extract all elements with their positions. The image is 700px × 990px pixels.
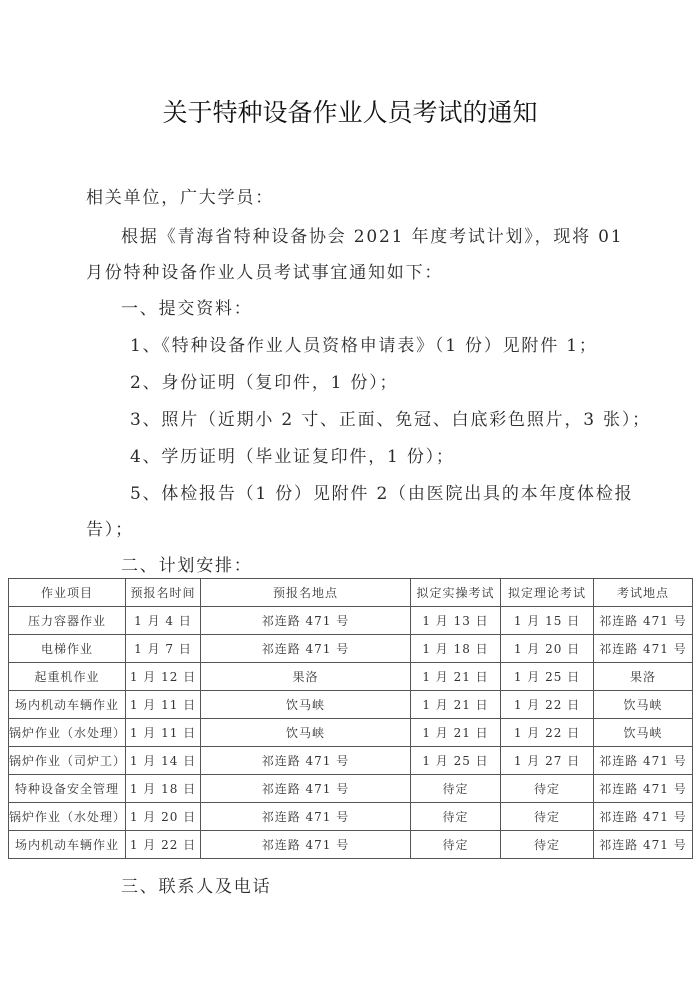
section-1-item-2: 2、身份证明（复印件，1 份）； — [130, 373, 399, 393]
section-3-heading: 三、联系人及电话 — [121, 877, 272, 897]
cell-practical-exam: 1 月 25 日 — [411, 747, 501, 775]
cell-theory-exam: 1 月 27 日 — [501, 747, 594, 775]
cell-work-item: 特种设备安全管理 — [9, 775, 126, 803]
exam-schedule-table — [8, 578, 693, 859]
header-theory-exam: 拟定理论考试 — [501, 579, 594, 607]
cell-registration-time: 1 月 18 日 — [126, 775, 201, 803]
cell-registration-time: 1 月 11 日 — [126, 691, 201, 719]
table-header-row — [9, 579, 693, 607]
cell-practical-exam: 1 月 13 日 — [411, 607, 501, 635]
cell-registration-time: 1 月 20 日 — [126, 803, 201, 831]
cell-registration-location: 饮马峡 — [201, 691, 411, 719]
section-1-item-3: 3、照片（近期小 2 寸、正面、免冠、白底彩色照片，3 张）； — [130, 410, 651, 430]
cell-theory-exam: 1 月 15 日 — [501, 607, 594, 635]
section-1-item-5: 5、体检报告（1 份）见附件 2（由医院出具的本年度体检报 — [130, 484, 634, 504]
table-row — [9, 719, 693, 747]
section-1-item-4: 4、学历证明（毕业证复印件，1 份）； — [130, 447, 455, 467]
cell-work-item: 锅炉作业（水处理） — [9, 719, 126, 747]
cell-registration-location: 祁连路 471 号 — [201, 747, 411, 775]
salutation: 相关单位，广大学员： — [86, 188, 274, 208]
table-row — [9, 803, 693, 831]
cell-theory-exam: 待定 — [501, 831, 594, 859]
cell-registration-location: 祁连路 471 号 — [201, 607, 411, 635]
intro-paragraph-line-2: 月份特种设备作业人员考试事宜通知如下： — [86, 263, 444, 283]
cell-registration-location: 祁连路 471 号 — [201, 803, 411, 831]
header-exam-location: 考试地点 — [594, 579, 693, 607]
cell-theory-exam: 1 月 20 日 — [501, 635, 594, 663]
cell-exam-location: 果洛 — [594, 663, 693, 691]
section-1-heading: 一、提交资料： — [121, 299, 253, 319]
cell-practical-exam: 1 月 21 日 — [411, 691, 501, 719]
cell-theory-exam: 1 月 22 日 — [501, 719, 594, 747]
cell-registration-time: 1 月 12 日 — [126, 663, 201, 691]
cell-practical-exam: 1 月 21 日 — [411, 719, 501, 747]
cell-exam-location: 饮马峡 — [594, 719, 693, 747]
header-practical-exam: 拟定实操考试 — [411, 579, 501, 607]
cell-registration-time: 1 月 7 日 — [126, 635, 201, 663]
header-pre-registration-location: 预报名地点 — [201, 579, 411, 607]
cell-registration-location: 祁连路 471 号 — [201, 831, 411, 859]
cell-registration-location: 果洛 — [201, 663, 411, 691]
cell-work-item: 电梯作业 — [9, 635, 126, 663]
cell-theory-exam: 待定 — [501, 775, 594, 803]
header-work-item: 作业项目 — [9, 579, 126, 607]
cell-work-item: 锅炉作业（司炉工） — [9, 747, 126, 775]
cell-exam-location: 祁连路 471 号 — [594, 803, 693, 831]
table-row — [9, 691, 693, 719]
cell-registration-location: 祁连路 471 号 — [201, 775, 411, 803]
table-row — [9, 663, 693, 691]
cell-exam-location: 饮马峡 — [594, 691, 693, 719]
cell-registration-time: 1 月 22 日 — [126, 831, 201, 859]
cell-exam-location: 祁连路 471 号 — [594, 747, 693, 775]
section-1-item-1: 1、《特种设备作业人员资格申请表》（1 份）见附件 1； — [130, 336, 598, 356]
table-row — [9, 747, 693, 775]
cell-registration-time: 1 月 11 日 — [126, 719, 201, 747]
cell-practical-exam: 1 月 21 日 — [411, 663, 501, 691]
cell-exam-location: 祁连路 471 号 — [594, 635, 693, 663]
cell-registration-time: 1 月 14 日 — [126, 747, 201, 775]
table-row — [9, 607, 693, 635]
cell-theory-exam: 1 月 22 日 — [501, 691, 594, 719]
intro-paragraph-line-1: 根据《青海省特种设备协会 2021 年度考试计划》，现将 01 — [121, 227, 624, 247]
cell-work-item: 压力容器作业 — [9, 607, 126, 635]
section-2-heading: 二、计划安排： — [121, 556, 253, 576]
cell-practical-exam: 待定 — [411, 775, 501, 803]
cell-exam-location: 祁连路 471 号 — [594, 831, 693, 859]
cell-registration-location: 饮马峡 — [201, 719, 411, 747]
cell-theory-exam: 待定 — [501, 803, 594, 831]
table-row — [9, 831, 693, 859]
cell-practical-exam: 待定 — [411, 831, 501, 859]
cell-practical-exam: 1 月 18 日 — [411, 635, 501, 663]
table-row — [9, 635, 693, 663]
cell-work-item: 场内机动车辆作业 — [9, 831, 126, 859]
document-title: 关于特种设备作业人员考试的通知 — [162, 98, 538, 127]
cell-work-item: 锅炉作业（水处理） — [9, 803, 126, 831]
header-pre-registration-time: 预报名时间 — [126, 579, 201, 607]
section-1-item-5-continued: 告）； — [86, 520, 134, 540]
cell-registration-location: 祁连路 471 号 — [201, 635, 411, 663]
table-row — [9, 775, 693, 803]
cell-exam-location: 祁连路 471 号 — [594, 607, 693, 635]
cell-practical-exam: 待定 — [411, 803, 501, 831]
cell-registration-time: 1 月 4 日 — [126, 607, 201, 635]
cell-work-item: 起重机作业 — [9, 663, 126, 691]
cell-theory-exam: 1 月 25 日 — [501, 663, 594, 691]
cell-work-item: 场内机动车辆作业 — [9, 691, 126, 719]
cell-exam-location: 祁连路 471 号 — [594, 775, 693, 803]
